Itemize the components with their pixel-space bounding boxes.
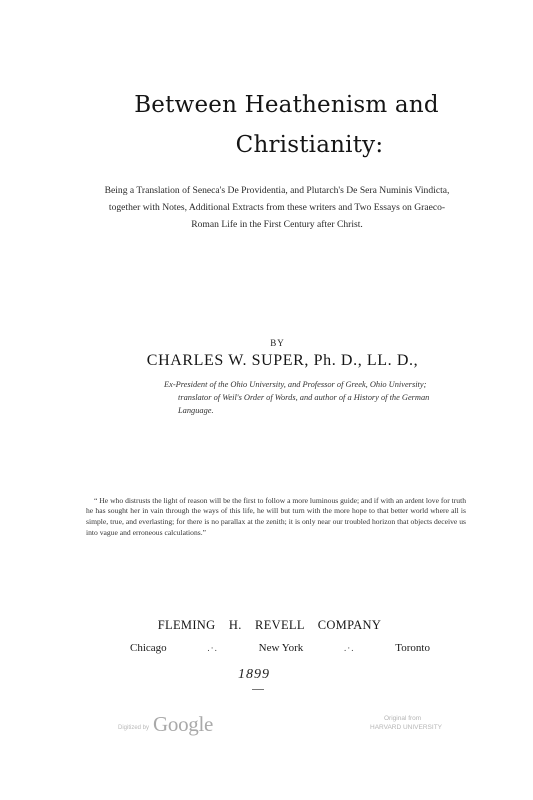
city-separator: .·.	[344, 643, 355, 653]
original-from-watermark	[370, 714, 442, 732]
year-underline	[252, 689, 264, 690]
book-subtitle: Being a Translation of Seneca's De Providentia, and Plutarch's De Sera Numinis Vindicta, together with Notes, Additional Extracts from these writers and Two Essays on Graeco-Roman Life in the First Century after Christ.	[104, 185, 450, 230]
google-logo-text: Google	[153, 712, 214, 736]
city-new-york: New York	[258, 642, 304, 654]
original-from-label: Original from	[384, 715, 422, 722]
library-name: HARVARD UNIVERSITY	[370, 724, 442, 731]
publication-year: 1899	[238, 667, 270, 682]
digitized-by-watermark	[118, 712, 213, 737]
city-separator: .·.	[207, 643, 218, 653]
city-toronto: Toronto	[395, 642, 430, 654]
publisher-name: FLEMING H. REVELL COMPANY	[157, 618, 382, 632]
city-chicago: Chicago	[130, 642, 167, 654]
author-name: CHARLES W. SUPER, Ph. D., LL. D.,	[146, 352, 419, 369]
author-description: Ex-President of the Ohio University, and Professor of Greek, Ohio University; translator of Weil's Order of Words, and author of a History of the German Language.	[164, 380, 430, 415]
book-title-line-1: Between Heathenism and	[134, 92, 439, 118]
publisher-cities	[130, 642, 430, 654]
epigraph-quote: “ He who distrusts the light of reason will be the first to follow a more luminous guide; and if with an ardent love for truth he has sought her in vain through the ways of this life, he will but turn with the more hope to that better world where all is simple, true, and everlasting; for there is no parallax at the zenith; it is only near our troubled horizon that objects deceive us into vague and erroneous calculations.”	[86, 495, 466, 537]
by-label: BY	[270, 338, 285, 348]
digitized-by-label: Digitized by	[118, 725, 150, 731]
book-title-line-2: Christianity:	[235, 132, 384, 158]
